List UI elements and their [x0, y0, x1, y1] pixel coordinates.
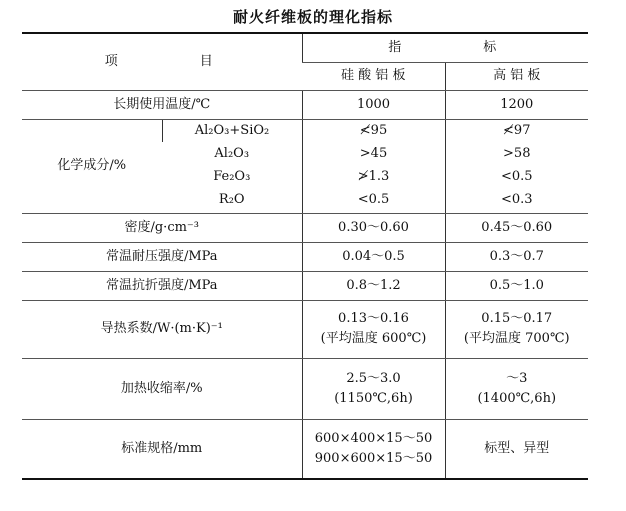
conduct-b-note: (平均温度 700℃)	[463, 331, 570, 346]
table-title: 耐火纤维板的理化指标	[232, 8, 393, 26]
chem-b: <0.5	[445, 165, 588, 188]
row-conduct-label: 导热系数/W·(m·K)⁻¹	[22, 300, 302, 358]
spec-table	[22, 32, 588, 480]
row-temp-b: 1200	[445, 90, 588, 119]
table-row	[22, 213, 588, 242]
row-shrink-a	[302, 358, 445, 419]
chem-a: ≯1.3	[302, 165, 445, 188]
chem-a: >45	[302, 142, 445, 165]
row-temp-label: 长期使用温度/℃	[22, 90, 302, 119]
chem-a: <0.5	[302, 188, 445, 213]
row-chem-label: 化学成分/%	[22, 119, 162, 213]
table-row	[22, 419, 588, 479]
row-shrink-label: 加热收缩率/%	[22, 358, 302, 419]
row-compress-label: 常温耐压强度/MPa	[22, 242, 302, 271]
row-bend-a: 0.8～1.2	[302, 271, 445, 300]
row-density-label: 密度/g·cm⁻³	[22, 213, 302, 242]
row-bend-label: 常温抗折强度/MPa	[22, 271, 302, 300]
row-density-a: 0.30～0.60	[302, 213, 445, 242]
chem-name: Fe₂O₃	[213, 168, 251, 184]
table-row	[22, 358, 588, 419]
conduct-a-note: (平均温度 600℃)	[320, 331, 427, 346]
row-spec-label: 标准规格/mm	[22, 419, 302, 479]
chem-name: Al₂O₃	[214, 145, 250, 161]
chem-b: ≮97	[445, 119, 588, 142]
table-row	[22, 242, 588, 271]
row-shrink-b	[445, 358, 588, 419]
conduct-b-value: 0.15～0.17	[481, 311, 553, 326]
chem-b: <0.3	[445, 188, 588, 213]
shrink-b-note: (1400℃,6h)	[477, 390, 557, 406]
row-spec-b: 标型、异型	[445, 419, 588, 479]
table-row	[22, 300, 588, 358]
header-col-b: 高 铝 板	[445, 62, 588, 90]
row-temp-a: 1000	[302, 90, 445, 119]
conduct-a-value: 0.13～0.16	[338, 311, 409, 326]
shrink-b-value: ～3	[506, 370, 528, 386]
spec-a-line2: 900×600×15～50	[314, 450, 433, 466]
chem-b: >58	[445, 142, 588, 165]
chem-name: R₂O	[162, 188, 302, 213]
row-density-b: 0.45～0.60	[445, 213, 588, 242]
header-item: 项 目	[22, 33, 302, 90]
table-row	[22, 271, 588, 300]
row-conduct-a	[302, 300, 445, 358]
shrink-a-value: 2.5～3.0	[346, 370, 401, 386]
spec-a-line1: 600×400×15～50	[314, 430, 433, 446]
row-bend-b: 0.5～1.0	[445, 271, 588, 300]
row-compress-a: 0.04～0.5	[302, 242, 445, 271]
chem-a: ≮95	[302, 119, 445, 142]
shrink-a-note: (1150℃,6h)	[334, 390, 413, 406]
row-conduct-b	[445, 300, 588, 358]
row-compress-b: 0.3～0.7	[445, 242, 588, 271]
table-row	[22, 90, 588, 119]
chem-name: Al₂O₃+SiO₂	[162, 119, 302, 142]
row-spec-a	[302, 419, 445, 479]
header-indicator: 指 标	[302, 33, 588, 62]
table-row	[22, 119, 588, 142]
header-col-a: 硅 酸 铝 板	[302, 62, 445, 90]
